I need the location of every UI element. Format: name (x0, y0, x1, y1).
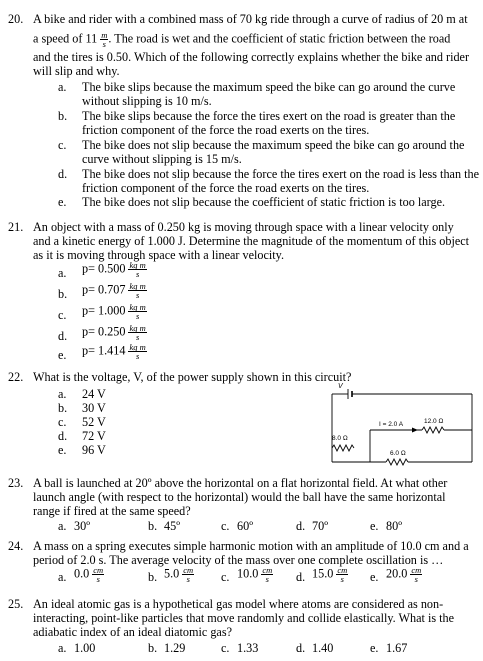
option-letter: c. (58, 138, 67, 152)
option-letter: e. (370, 641, 379, 655)
option-letter: a. (58, 80, 67, 94)
option-text: 24 V (82, 387, 106, 401)
r-left-label: 8.0 Ω (332, 435, 348, 442)
option-letter: b. (58, 109, 68, 123)
option-letter: e. (58, 443, 67, 457)
option-text: 72 V (82, 429, 106, 443)
option-text: p= 0.707 $\frac{\text{kg m}}{s}$ (82, 281, 146, 300)
option-text: p= 0.250 $\frac{\text{kg m}}{s}$ (82, 323, 146, 342)
option-text: 15.0 $\frac{cm}{s}$ (312, 565, 348, 584)
option-text: The bike slips because the maximum speed the bike can go around the curve (82, 80, 456, 94)
option-text: 0.0 $\frac{cm}{s}$ (74, 565, 104, 584)
option-text: 5.0 $\frac{cm}{s}$ (164, 565, 194, 584)
question-number: 25. (8, 597, 24, 611)
option-letter: b. (148, 570, 158, 584)
option-text: The bike does not slip because the force the tires exert on the road is less than the (82, 167, 479, 181)
option-text: 1.33 (237, 641, 259, 655)
option-letter: c. (221, 570, 230, 584)
option-letter: d. (58, 167, 68, 181)
option-text: p= 0.500 $\frac{\text{kg m}}{s}$ (82, 260, 146, 279)
question-text-line: will slip and why. (33, 64, 120, 78)
option-letter: a. (58, 641, 67, 655)
option-letter: b. (148, 641, 158, 655)
option-letter: e. (370, 519, 379, 533)
option-letter: c. (58, 308, 67, 322)
question-text-line: a speed of 11 $\frac{m}{s}$ . The road is wet and the coefficient of static friction between the road (33, 30, 451, 49)
option-letter: d. (58, 329, 68, 343)
option-letter: b. (58, 287, 68, 301)
option-letter: e. (370, 570, 379, 584)
option-text: 30 V (82, 401, 106, 415)
option-text: The bike does not slip because the coefficient of static friction is too large. (82, 195, 446, 209)
option-text: The bike slips because the force the tires exert on the road is greater than the (82, 109, 456, 123)
option-letter: c. (221, 519, 230, 533)
question-text-line: A ball is launched at 20º above the horizontal on a flat horizontal field. At what other (33, 476, 448, 490)
resistor-top (422, 427, 444, 433)
option-letter: d. (296, 641, 306, 655)
option-letter: a. (58, 266, 67, 280)
option-text: 1.67 (386, 641, 408, 655)
option-text: p= 1.414 $\frac{\text{kg m}}{s}$ (82, 342, 146, 361)
question-number: 23. (8, 476, 24, 490)
option-letter: b. (58, 401, 68, 415)
question-text-line: A bike and rider with a combined mass of 70 kg ride through a curve of radius of 20 m at (33, 12, 468, 26)
option-text: 1.40 (312, 641, 334, 655)
question-text-line: What is the voltage, V, of the power supply shown in this circuit? (33, 370, 352, 384)
option-letter: d. (58, 429, 68, 443)
question-text-line: adiabatic index of an ideal diatomic gas? (33, 625, 232, 639)
question-number: 20. (8, 12, 24, 26)
option-letter: d. (296, 570, 306, 584)
question-text-line: launch angle (with respect to the horizontal) would the ball have the same horizontal (33, 490, 446, 504)
option-letter: a. (58, 570, 67, 584)
question-text-line: period of 2.0 s. The average velocity of the mass over one complete oscillation is … (33, 553, 444, 567)
r-bottom-label: 6.0 Ω (390, 450, 406, 457)
question-text-line: range if fired at the same speed? (33, 504, 191, 518)
option-letter: e. (58, 195, 67, 209)
option-text: 52 V (82, 415, 106, 429)
question-text-line: and the tires is 0.50. Which of the following correctly explains whether the bike and rider (33, 50, 470, 64)
question-text-line: and a kinetic energy of 1.000 J. Determine the magnitude of the momentum of this object (33, 234, 470, 248)
option-text: 1.00 (74, 641, 96, 655)
option-letter: c. (58, 415, 67, 429)
option-text: friction component of the force the road exerts on the tires. (82, 123, 370, 137)
option-text: 60º (237, 519, 253, 533)
option-text: 96 V (82, 443, 106, 457)
question-number: 24. (8, 539, 24, 553)
option-text: 70º (312, 519, 328, 533)
question-text-line: interacting, point-like particles that move randomly and collide elastically. What is the (33, 611, 455, 625)
option-letter: a. (58, 387, 67, 401)
question-text-line: as it is moving through space with a linear velocity. (33, 248, 285, 262)
current-label: I = 2.0 A (379, 421, 404, 428)
battery-label: V (338, 383, 343, 390)
option-letter: b. (148, 519, 158, 533)
r-top-label: 12.0 Ω (424, 418, 444, 425)
circuit-diagram (300, 378, 480, 468)
option-text: without slipping is 10 m/s. (82, 94, 212, 108)
question-text-line: An object with a mass of 0.250 kg is moving through space with a linear velocity only (33, 220, 454, 234)
question-text-line: A mass on a spring executes simple harmonic motion with an amplitude of 10.0 cm and a (33, 539, 469, 553)
question-text-line: An ideal atomic gas is a hypothetical gas model where atoms are considered as non- (33, 597, 444, 611)
option-text: 45º (164, 519, 180, 533)
speed-unit-fraction: $\frac{m}{s}$ (101, 30, 108, 49)
option-text: 20.0 $\frac{cm}{s}$ (386, 565, 422, 584)
question-number: 21. (8, 220, 24, 234)
option-text: friction component of the force the road exerts on the tires. (82, 181, 370, 195)
option-text: 10.0 $\frac{cm}{s}$ (237, 565, 273, 584)
option-text: The bike does not slip because the maximum speed the bike can go around the (82, 138, 465, 152)
option-text: curve without slipping is 15 m/s. (82, 152, 242, 166)
option-letter: d. (296, 519, 306, 533)
resistor-bottom (386, 459, 408, 465)
option-text: 80º (386, 519, 402, 533)
option-text: p= 1.000 $\frac{\text{kg m}}{s}$ (82, 302, 146, 321)
current-arrow-icon (412, 428, 418, 433)
option-text: 1.29 (164, 641, 186, 655)
option-text: 30º (74, 519, 90, 533)
option-letter: a. (58, 519, 67, 533)
option-letter: e. (58, 348, 67, 362)
option-letter: c. (221, 641, 230, 655)
resistor-left (332, 445, 354, 451)
question-number: 22. (8, 370, 24, 384)
